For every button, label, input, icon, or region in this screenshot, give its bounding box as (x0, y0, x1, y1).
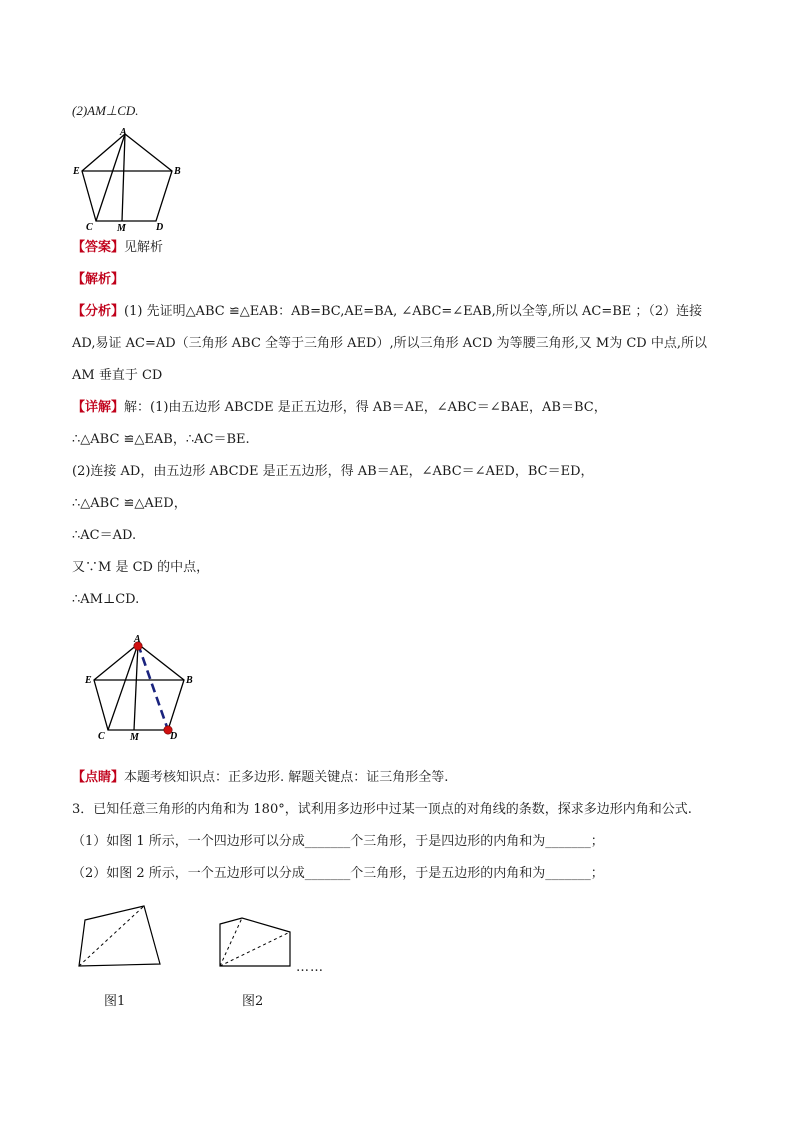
q3-sub2: （2）如图 2 所示，一个五边形可以分成_______个三角形，于是五边形的内角和为_______； (72, 866, 604, 881)
label-B: B (174, 166, 181, 177)
label-D: D (156, 222, 164, 233)
part2-heading: (2)AM⊥CD. (72, 103, 139, 118)
label-A-2: A (134, 634, 141, 645)
label-C: C (86, 222, 93, 233)
label-E-2: E (85, 675, 92, 686)
pentagon-figure-1 (72, 124, 192, 236)
answer-line (72, 238, 732, 258)
xiangjie-line-5: ∴AC＝AD. (72, 528, 137, 543)
xiangjie-line-1 (72, 398, 732, 418)
fig1-caption: 图1 (104, 994, 126, 1009)
label-E: E (73, 166, 80, 177)
ellipsis: …… (296, 960, 324, 975)
fenxi-line-1 (72, 302, 732, 322)
quadrilateral-figure (74, 900, 166, 972)
label-D-2: D (170, 731, 178, 742)
xiangjie-line-2: ∴△ABC ≌△EAB，∴AC＝BE. (72, 432, 250, 447)
xiangjie-text-1: 解：(1)由五边形 ABCDE 是正五边形，得 AB＝AE，∠ABC＝∠BAE，AB＝BC， (124, 400, 607, 415)
fenxi-tag: 【分析】 (72, 304, 125, 319)
dianjing-text: 本题考核知识点：正多边形. 解题关键点：证三角形全等. (124, 770, 449, 785)
fenxi-text-1: (1) 先证明△ABC ≌△EAB：AB=BC,AE=BA, ∠ABC=∠EAB,所以全等,所以 AC=BE ；（2）连接 (124, 304, 703, 319)
xiangjie-tag: 【详解】 (72, 400, 125, 415)
pentagon-figure-q3 (214, 912, 298, 972)
label-A: A (120, 127, 127, 138)
pentagon-figure-2 (82, 632, 202, 744)
dianjing-tag: 【点睛】 (72, 770, 125, 785)
label-B-2: B (186, 675, 193, 686)
xiangjie-line-7: ∴AM⊥CD. (72, 592, 140, 607)
xiangjie-line-3: (2)连接 AD，由五边形 ABCDE 是正五边形，得 AB＝AE，∠ABC＝∠AED，BC＝ED， (72, 464, 594, 479)
label-M: M (117, 223, 126, 234)
dianjing-line (72, 768, 732, 788)
label-C-2: C (98, 731, 105, 742)
xiangjie-line-4: ∴△ABC ≌△AED， (72, 496, 187, 511)
fig2-caption: 图2 (242, 994, 264, 1009)
fenxi-line-2: AD,易证 AC=AD（三角形 ABC 全等于三角形 AED）,所以三角形 ACD 为等腰三角形,又 M为 CD 中点,所以 (72, 336, 707, 351)
q3-sub1: （1）如图 1 所示，一个四边形可以分成_______个三角形，于是四边形的内角和为_______； (72, 834, 604, 849)
q3-stem: 3．已知任意三角形的内角和为 180°，试利用多边形中过某一顶点的对角线的条数，探求多边形内角和公式. (72, 802, 692, 817)
answer-text: 见解析 (124, 240, 164, 255)
fenxi-line-3: AM 垂直于 CD (72, 368, 163, 383)
label-M-2: M (130, 732, 139, 743)
analysis-tag: 【解析】 (72, 272, 125, 287)
xiangjie-line-6: 又∵M 是 CD 的中点， (72, 560, 210, 575)
answer-tag: 【答案】 (72, 240, 125, 255)
